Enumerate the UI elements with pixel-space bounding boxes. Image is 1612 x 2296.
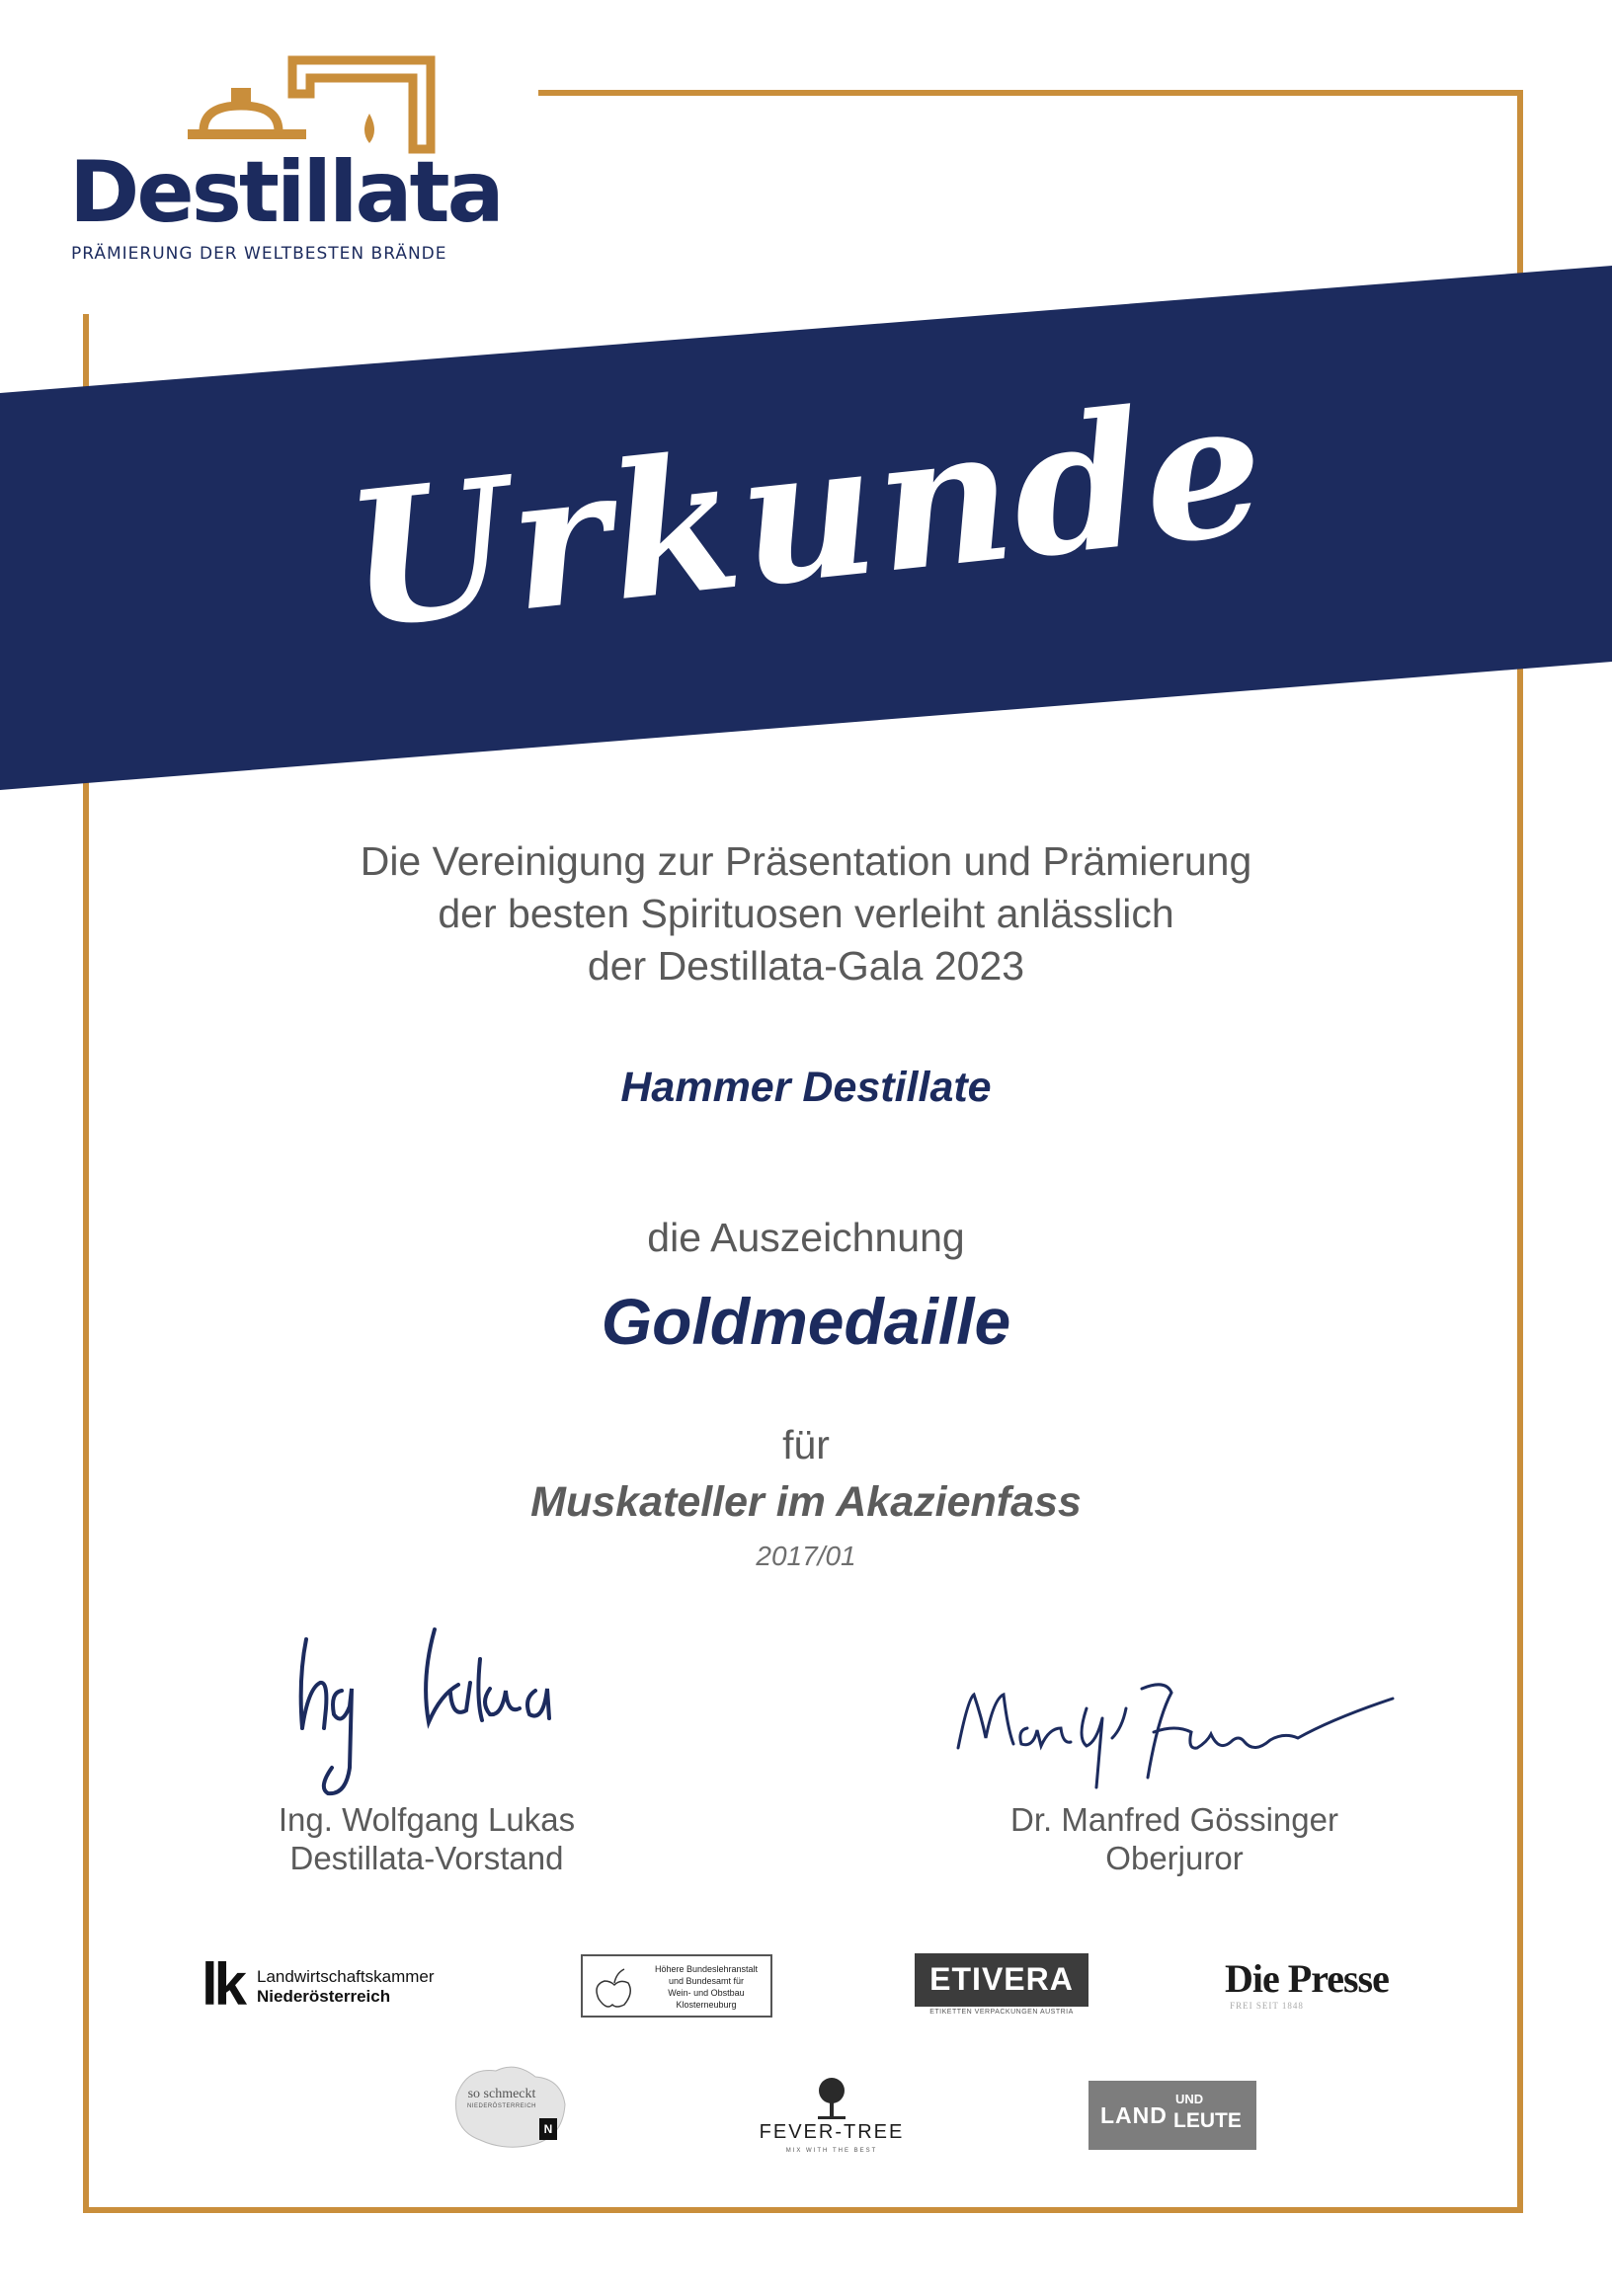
signer-role: Oberjuror [1105,1840,1244,1876]
hbla-line: Höhere Bundeslehranstalt [654,1964,759,1974]
frame-bottom-border [83,2207,1523,2213]
intro-text [0,835,1612,992]
intro-line: der Destillata-Gala 2023 [587,943,1025,989]
sponsor-hbla-logo [581,1954,772,2018]
lk-text [257,1967,435,2007]
signer-name: Dr. Manfred Gössinger [1010,1801,1338,1838]
fevertree-tagline: MIX WITH THE BEST [785,2148,878,2154]
certificate-title: Urkunde [337,356,1275,672]
award-lead: die Auszeichnung [647,1215,965,1260]
sponsor-soschmeckt-logo [446,2057,575,2152]
apple-icon [587,1959,642,2015]
sponsor-etivera-logo [915,1953,1088,2022]
landleute-land: LAND [1100,2102,1168,2128]
sponsor-lk-logo [202,1951,458,2018]
sponsor-landleute-logo [1088,2081,1256,2150]
signer-right [878,1800,1471,1877]
etivera-wordmark: ETIVERA [929,1961,1074,1997]
signature-lukas [247,1620,603,1807]
schmeckt-badge: N [539,2118,557,2140]
sponsor-presse-logo [1225,1955,1412,2015]
tree-icon [812,2077,851,2120]
signer-name: Ing. Wolfgang Lukas [278,1801,576,1838]
schmeckt-line: so schmeckt [467,2087,536,2101]
product-name: Muskateller im Akazienfass [530,1478,1082,1526]
fevertree-wordmark: FEVER-TREE [759,2121,905,2143]
presse-tagline: FREI SEIT 1848 [1230,2001,1304,2011]
hbla-line: Wein- und Obstbau [668,1988,745,1998]
presse-wordmark: Die Presse [1225,1956,1389,2001]
lk-line: Niederösterreich [257,1987,391,2006]
logo-tagline: PRÄMIERUNG DER WELTBESTEN BRÄNDE [71,244,447,264]
recipient-name: Hammer Destillate [620,1064,992,1111]
hbla-line: und Bundesamt für [668,1976,745,1986]
lk-mark: lk [202,1951,244,2018]
lk-line: Landwirtschaftskammer [257,1967,435,1986]
intro-line: Die Vereinigung zur Präsentation und Prämierung [360,838,1252,884]
etivera-tagline: ETIKETTEN VERPACKUNGEN AUSTRIA [929,2009,1074,2016]
schmeckt-text [452,2087,551,2110]
landleute-leute: LEUTE [1173,2109,1242,2132]
signer-role: Destillata-Vorstand [289,1840,564,1876]
hbla-line: Klosterneuburg [676,2000,737,2010]
intro-line: der besten Spirituosen verleiht anlässlich [438,891,1174,936]
schmeckt-line: NIEDERÖSTERREICH [466,2103,536,2109]
landleute-und: UND [1175,2092,1204,2106]
product-vintage: 2017/01 [756,1541,856,1571]
award-title: Goldmedaille [601,1285,1011,1358]
hbla-text [642,1963,770,2011]
signature-goessinger [938,1659,1412,1807]
signer-left [130,1800,723,1877]
sponsor-fevertree-logo [753,2077,911,2156]
for-label: für [782,1422,830,1467]
logo-wordmark: Destillata [69,143,502,242]
